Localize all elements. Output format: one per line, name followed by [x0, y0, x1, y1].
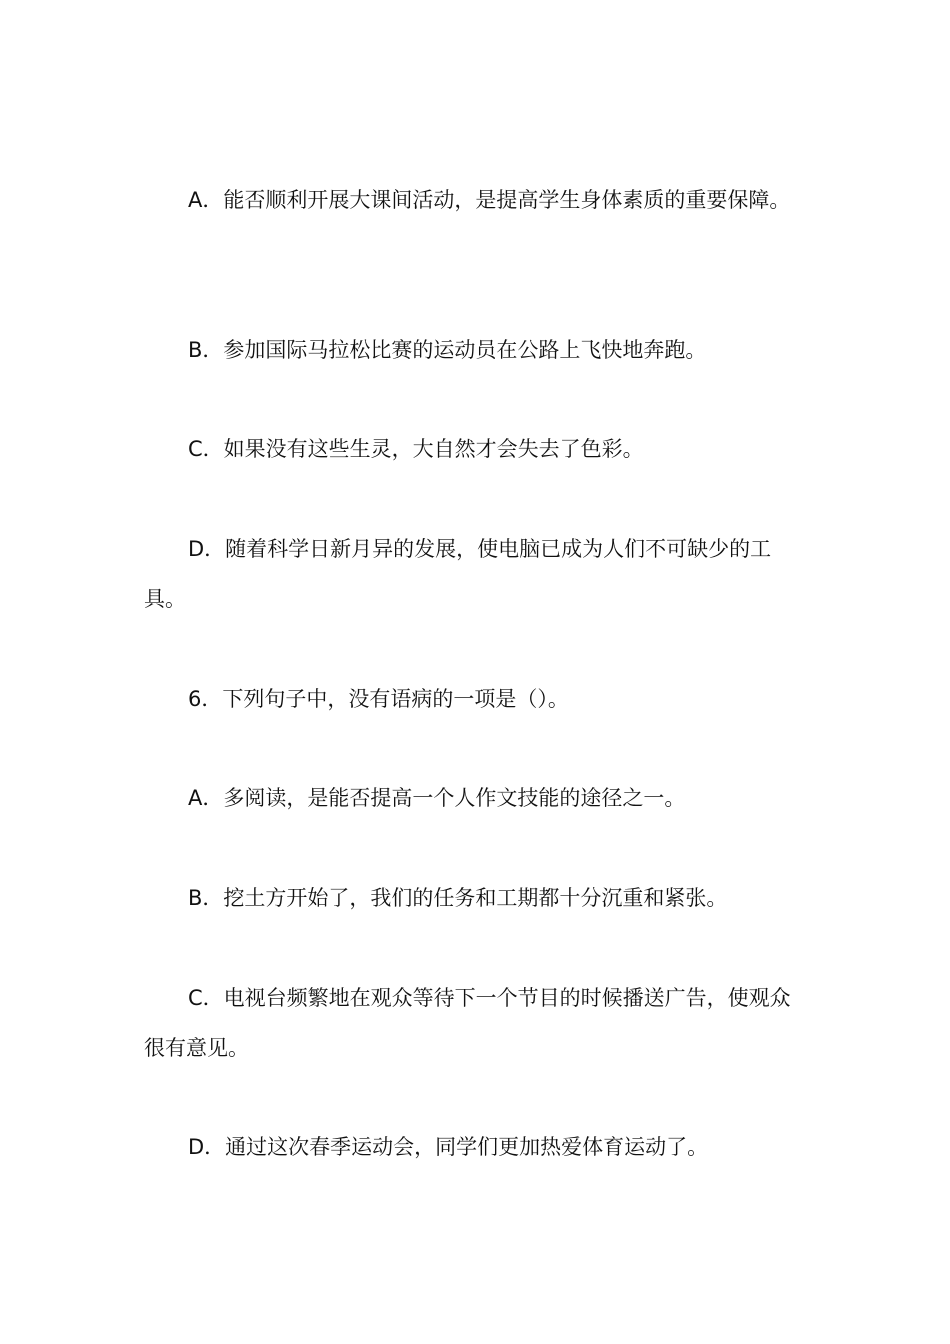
option-b-q6: B．挖土方开始了，我们的任务和工期都十分沉重和紧张。 — [188, 886, 728, 910]
option-a-q6: A．多阅读，是能否提高一个人作文技能的途径之一。 — [188, 786, 686, 810]
option-d-q5: D．随着科学日新月异的发展，使电脑已成为人们不可缺少的工具。 — [144, 537, 772, 611]
option-d-q6: D．通过这次春季运动会，同学们更加热爱体育运动了。 — [188, 1135, 709, 1159]
option-a-q5: A．能否顺利开展大课间活动，是提高学生身体素质的重要保障。 — [188, 188, 791, 212]
option-c-q6: C．电视台频繁地在观众等待下一个节目的时候播送广告，使观众很有意见。 — [144, 986, 791, 1060]
option-b-q5: B．参加国际马拉松比赛的运动员在公路上飞快地奔跑。 — [188, 338, 707, 362]
question-6: 6．下列句子中，没有语病的一项是（）。 — [188, 687, 569, 711]
option-c-q5: C．如果没有这些生灵，大自然才会失去了色彩。 — [188, 437, 644, 461]
